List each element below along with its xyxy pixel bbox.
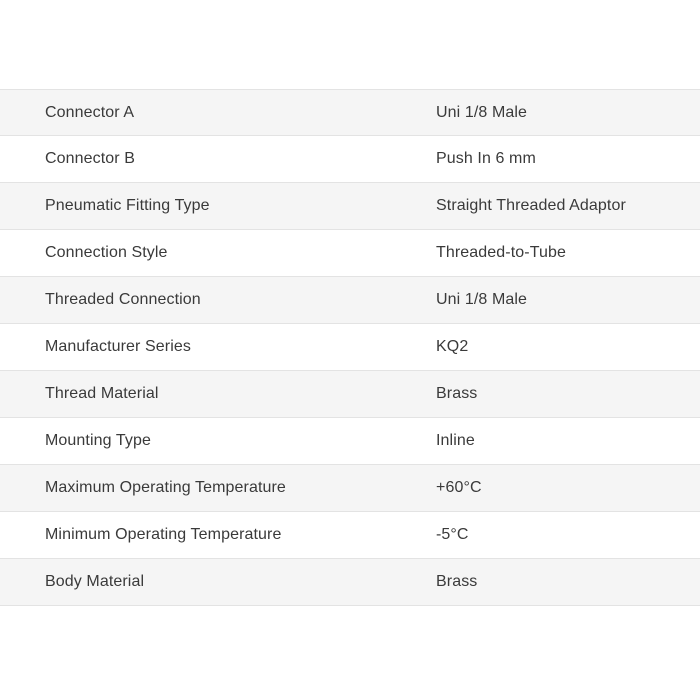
spec-label: Minimum Operating Temperature — [45, 526, 282, 543]
spec-row-connector-b — [0, 136, 700, 183]
spec-value: Inline — [436, 432, 475, 449]
spec-row-maximum-operating-temperature — [0, 465, 700, 512]
spec-label: Mounting Type — [45, 432, 151, 449]
spec-value: Push In 6 mm — [436, 150, 536, 167]
spec-value: Brass — [436, 573, 478, 590]
spec-label: Connector A — [45, 103, 135, 121]
spec-row-threaded-connection — [0, 277, 700, 324]
spec-value: Brass — [436, 385, 478, 402]
spec-label: Manufacturer Series — [45, 338, 191, 355]
spec-label: Thread Material — [45, 385, 159, 402]
spec-label: Connection Style — [45, 244, 168, 261]
spec-label: Maximum Operating Temperature — [45, 479, 286, 496]
spec-row-manufacturer-series — [0, 324, 700, 371]
spec-value: KQ2 — [436, 338, 469, 355]
spec-row-connector-a — [0, 89, 700, 136]
spec-row-thread-material — [0, 371, 700, 418]
spec-value: Straight Threaded Adaptor — [436, 197, 626, 214]
spec-label: Body Material — [45, 573, 145, 590]
spec-value: Uni 1/8 Male — [436, 291, 528, 308]
spec-row-minimum-operating-temperature — [0, 512, 700, 559]
spec-value: Uni 1/8 Male — [436, 103, 528, 121]
spec-value: +60°C — [436, 479, 482, 496]
specifications-table — [0, 89, 700, 606]
spec-value: -5°C — [436, 526, 469, 543]
spec-row-pneumatic-fitting-type — [0, 183, 700, 230]
spec-value: Threaded-to-Tube — [436, 244, 566, 261]
spec-label: Pneumatic Fitting Type — [45, 197, 210, 214]
spec-row-connection-style — [0, 230, 700, 277]
spec-label: Connector B — [45, 150, 136, 167]
spec-row-mounting-type — [0, 418, 700, 465]
spec-row-body-material — [0, 559, 700, 606]
spec-label: Threaded Connection — [45, 291, 201, 308]
